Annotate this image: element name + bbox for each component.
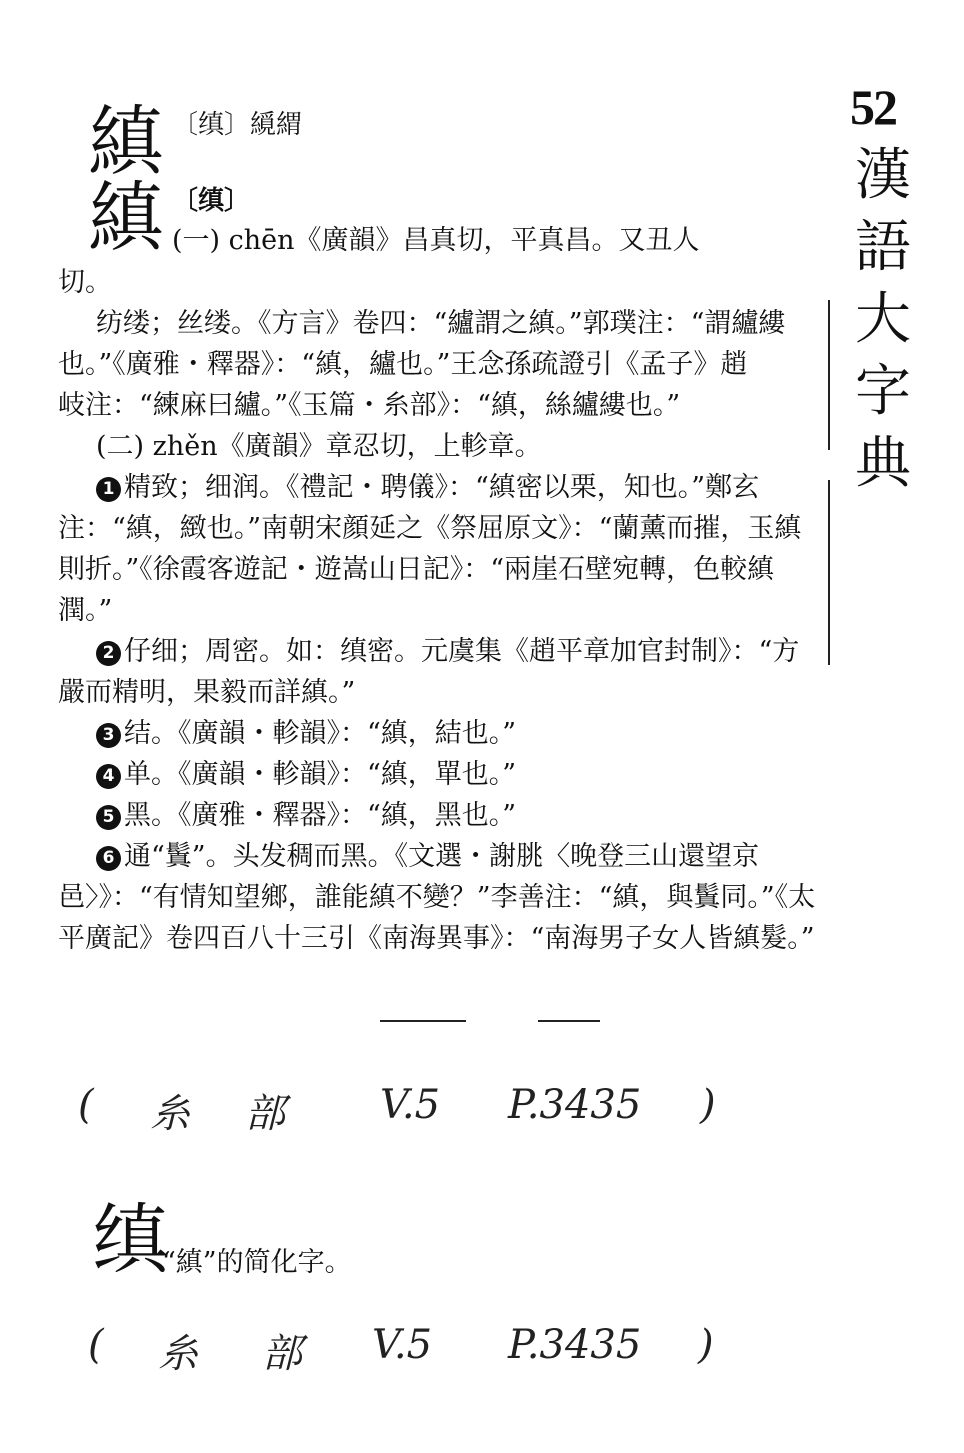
sense-number: 2 — [96, 641, 121, 666]
separator-rule — [538, 1020, 600, 1022]
sense-number: 5 — [96, 805, 121, 830]
note-radical: 糸 — [158, 1331, 198, 1377]
entry-headword: 缜 — [92, 1195, 168, 1284]
sense-item — [58, 631, 822, 713]
note-paren: ) — [700, 1082, 716, 1128]
body-line: 岐注：“練麻曰纑。”《玉篇・糸部》：“縝，絲纑縷也。” — [58, 390, 681, 421]
note-volume: V.5 — [372, 1322, 433, 1368]
handwritten-note — [0, 1322, 964, 1382]
book-title-char: 典 — [855, 431, 911, 496]
sense-number: 6 — [96, 846, 121, 871]
body-line: 纺缕；丝缕。《方言》卷四：“纑謂之縝。”郭璞注：“謂纑縷 — [96, 308, 786, 339]
sense-item — [58, 795, 822, 836]
book-title-char: 字 — [855, 359, 911, 424]
body-line: 切。 — [58, 267, 112, 298]
margin-rule — [828, 300, 830, 450]
note-paren: ( — [88, 1322, 104, 1368]
note-paren: ) — [698, 1322, 714, 1368]
page-number: 52 — [850, 79, 896, 135]
handwritten-note — [0, 1082, 964, 1142]
note-bu: 部 — [262, 1331, 302, 1377]
entry-bracket: 〔缜〕 — [172, 186, 251, 216]
sense-number: 1 — [96, 477, 121, 502]
sense-text: 单。《廣韻・軫韻》：“縝，單也。” — [124, 759, 517, 790]
entry-variants: 〔缜〕䌐緭 — [172, 110, 303, 140]
note-page: P.3435 — [508, 1322, 642, 1368]
entry-headword: 縝 — [88, 97, 164, 186]
note-page: P.3435 — [508, 1082, 642, 1128]
entry-body — [58, 262, 822, 959]
entry-definition: “縝”的简化字。 — [162, 1247, 352, 1278]
body-line: 也。”《廣雅・釋器》：“縝，纑也。”王念孫疏證引《孟子》趙 — [58, 349, 748, 380]
sense-item — [58, 754, 822, 795]
sense-item — [58, 836, 822, 959]
entry-headword: 縝 — [88, 173, 164, 262]
sense-number: 4 — [96, 764, 121, 789]
sense-text: 黑。《廣雅・釋器》：“縝，黑也。” — [124, 800, 517, 831]
book-title-char: 語 — [855, 215, 911, 280]
note-radical: 糸 — [150, 1091, 190, 1137]
reading-two-head: (二) zhěn《廣韻》章忍切，上軫章。 — [96, 431, 542, 462]
note-paren: ( — [78, 1082, 94, 1128]
sense-text: 通“鬒”。头发稠而黑。《文選・謝朓〈晚登三山還望京邑〉》：“有情知望鄉，誰能縝不變？”李善注：“縝，與鬒同。”《太平廣記》卷四百八十三引《南海異事》：“南海男子女人皆縝髮。” — [58, 841, 816, 954]
book-title — [848, 140, 918, 500]
book-title-char: 大 — [855, 287, 911, 352]
separator-rule — [380, 1020, 466, 1022]
sense-item — [58, 467, 822, 631]
note-bu: 部 — [245, 1091, 285, 1137]
margin-rule — [828, 480, 830, 665]
sense-item — [58, 713, 822, 754]
reading-one-head: (一) chēn《廣韻》昌真切，平真昌。又丑人 — [172, 225, 700, 256]
sense-text: 精致；细润。《禮記・聘儀》：“縝密以栗，知也。”鄭玄注：“縝，緻也。”南朝宋顔延之《祭屈原文》：“蘭薰而摧，玉縝則折。”《徐霞客遊記・遊嵩山日記》：“兩崖石壁宛轉，色較縝潤。” — [58, 472, 802, 626]
sense-text: 仔细；周密。如：缜密。元虞集《趙平章加官封制》：“方嚴而精明，果毅而詳縝。” — [58, 636, 800, 708]
note-volume: V.5 — [380, 1082, 441, 1128]
book-title-char: 漢 — [855, 143, 911, 208]
sense-number: 3 — [96, 723, 121, 748]
sense-text: 结。《廣韻・軫韻》：“縝，結也。” — [124, 718, 517, 749]
